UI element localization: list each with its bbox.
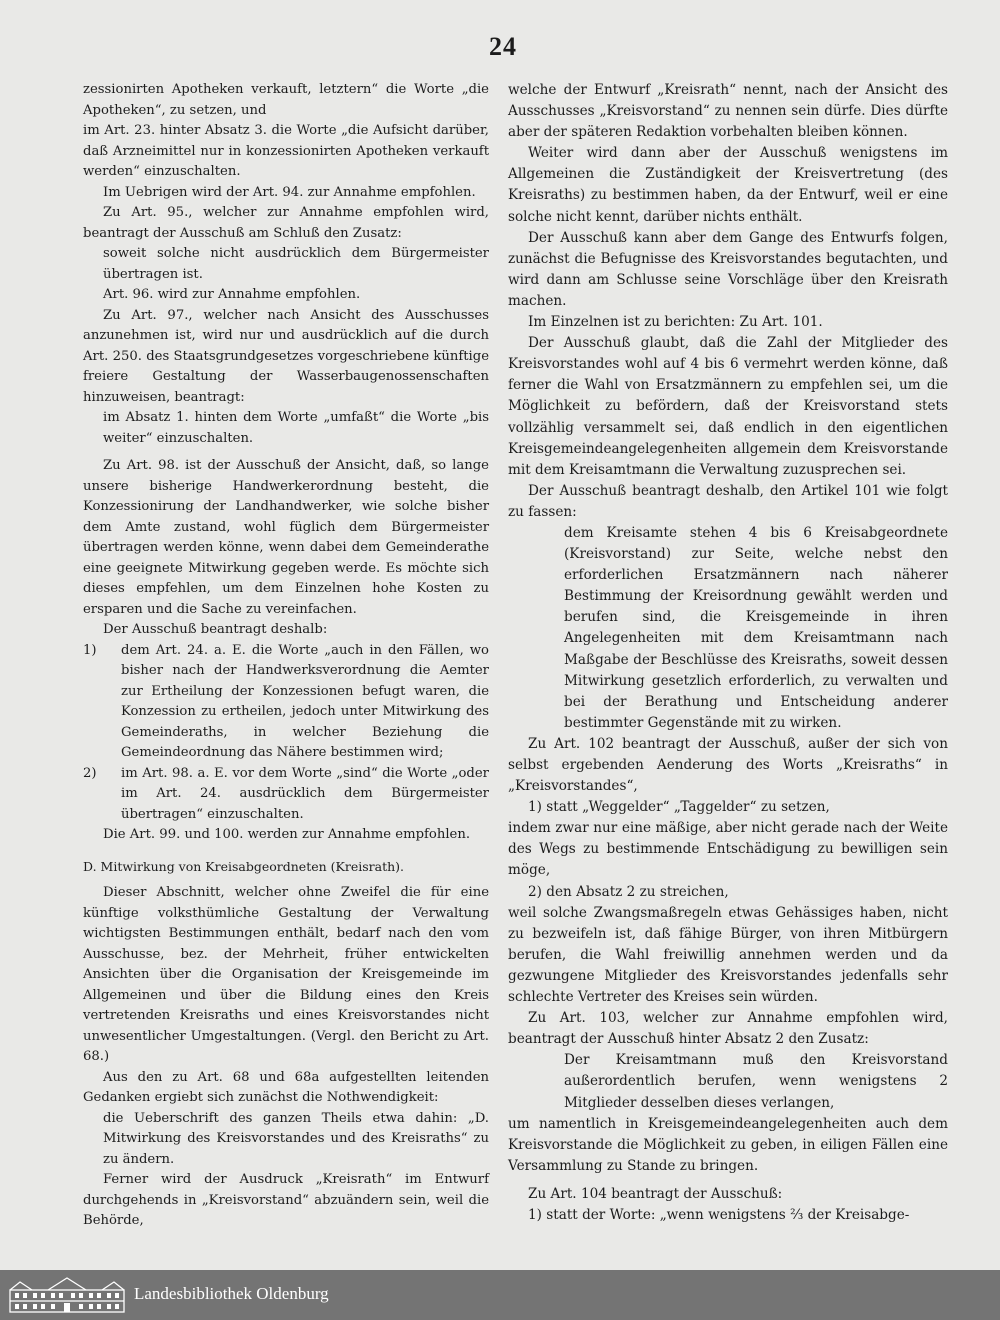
paragraph: Zu Art. 104 beantragt der Ausschuß: xyxy=(528,1185,783,1202)
paragraph: soweit solche nicht ausdrücklich dem Bürgermeister übertragen ist. xyxy=(103,246,489,282)
footer-bar xyxy=(0,1270,1000,1320)
paragraph: Der Kreisamtmann muß den Kreisvorstand außerordentlich berufen, wenn wenigstens 2 Mitglieder desselben dieses verlangen, xyxy=(564,1052,948,1111)
paragraph: Der Ausschuß beantragt deshalb, den Artikel 101 wie folgt zu fassen: xyxy=(508,482,948,520)
paragraph: dem Kreisamte stehen 4 bis 6 Kreisabgeordnete (Kreisvorstand) zur Seite, welche nebst den erforderlichen Ersatzmännern nach näherer Bestimmung der Kreisordnung gewählt werden und berufen sind, die Kreisgemeinde in ihren Angelegenheiten mit dem Kreisamtmann nach Maßgabe der Beschlüsse des Kreisraths, soweit dessen Mitwirkung gesetzlich erforderlich, zu verwalten und bei der Berathung und Entscheidung anderer bestimmter Gegenstände mit zu wirken. xyxy=(564,524,948,731)
right-column xyxy=(508,80,948,1226)
page-number: 24 xyxy=(489,32,517,61)
paragraph: Im Einzelnen ist zu berichten: Zu Art. 101. xyxy=(528,314,823,331)
paragraph: Der Ausschuß kann aber dem Gange des Entwurfs folgen, zunächst die Befugnisse des Kreisvorstandes begutachten, und wird dann am Schlusse seine Vorschläge über den Kreisrath machen. xyxy=(508,229,948,309)
paragraph: Ferner wird der Ausdruck „Kreisrath“ im Entwurf durchgehends in „Kreisvorstand“ abzuändern sein, weil die Behörde, xyxy=(83,1172,489,1228)
list-text: im Art. 98. a. E. vor dem Worte „sind“ die Worte „oder im Art. 24. ausdrücklich dem Bürgermeister übertragen“ einzuschalten. xyxy=(121,765,489,822)
paragraph: 2) den Absatz 2 zu streichen, xyxy=(528,883,729,900)
list-item xyxy=(83,764,489,826)
paragraph: Zu Art. 103, welcher zur Annahme empfohlen wird, beantragt der Ausschuß hinter Absatz 2 den Zusatz: xyxy=(508,1010,948,1048)
paragraph: Zu Art. 95., welcher zur Annahme empfohlen wird, beantragt der Ausschuß am Schluß den Zusatz: xyxy=(83,205,489,241)
paragraph: im Absatz 1. hinten dem Worte „umfaßt“ die Worte „bis weiter“ einzuschalten. xyxy=(103,410,489,446)
paragraph: Der Ausschuß beantragt deshalb: xyxy=(103,622,328,637)
paragraph: Zu Art. 97., welcher nach Ansicht des Ausschusses anzunehmen ist, wird nur und ausdrücklich auf die durch Art. 250. des Staatsgrundgesetzes vorgeschriebene künftige freiere Gestaltung der Wasserbaugenossenschaften hinzuweisen, beantragt: xyxy=(83,307,489,405)
list-number: 2) xyxy=(83,765,97,781)
list-number: 1) xyxy=(83,642,97,658)
paragraph: indem zwar nur eine mäßige, aber nicht gerade nach der Weite des Wegs zu bestimmende Entschädigung zu bewilligen sein möge, xyxy=(508,820,948,879)
list-item xyxy=(83,641,489,764)
paragraph: Art. 96. wird zur Annahme empfohlen. xyxy=(103,287,361,302)
paragraph: Zu Art. 98. ist der Ausschuß der Ansicht, daß, so lange unsere bisherige Handwerkerordnung besteht, die Konzessionirung der Landhandwerker, wie solche bisher dem Amte zustand, wohl füglich dem Bürgermeister übertragen werden könne, wenn dabei dem Gemeinderathe eine geeignete Mitwirkung gegeben werde. Es möchte sich dieses empfehlen, um dem Einzelnen hohe Kosten zu ersparen und die Sache zu vereinfachen. xyxy=(83,458,489,617)
paragraph: weil solche Zwangsmaßregeln etwas Gehässiges haben, nicht zu bezweifeln ist, daß fähige Bürger, von ihren Mitbürgern berufen, die Wahl freiwillig annehmen werden und da gezwungene Mitglieder des Kreisvorstandes jedenfalls sehr schlechte Vertreter des Kreises sein würden. xyxy=(508,904,948,1006)
paragraph: Aus den zu Art. 68 und 68a aufgestellten leitenden Gedanken ergiebt sich zunächst die Nothwendigkeit: xyxy=(83,1069,489,1105)
paragraph: Weiter wird dann aber der Ausschuß wenigstens im Allgemeinen die Zuständigkeit der Kreisvertretung (des Kreisraths) zu bestimmen haben, da der Entwurf, weil er eine solche nicht kennt, darüber nichts enthält. xyxy=(508,145,948,225)
library-building-icon xyxy=(8,1276,126,1314)
paragraph: welche der Entwurf „Kreisrath“ nennt, nach der Ansicht des Ausschusses „Kreisvorstand“ zu nennen sein dürfe. Dies dürfte aber der späteren Redaktion vorbehalten bleiben können. xyxy=(508,82,948,141)
paragraph: Dieser Abschnitt, welcher ohne Zweifel die für eine künftige volksthümliche Gestaltung der Verwaltung wichtigsten Bestimmungen enthält, bedarf nach den vom Ausschusse, bez. der Mehrheit, früher entwickelten Ansichten über die Organisation der Kreisgemeinde im Allgemeinen und über die Bildung eines den Kreis vertretenden Kreisraths und eines Kreisvorstandes nicht unwesentlicher Umgestaltungen. (Vergl. den Bericht zu Art. 68.) xyxy=(83,885,489,1064)
paragraph: im Art. 23. hinter Absatz 3. die Worte „die Aufsicht darüber, daß Arzneimittel nur in konzessionirten Apotheken verkauft werden“ einzuschalten. xyxy=(83,123,489,179)
paragraph: Die Art. 99. und 100. werden zur Annahme empfohlen. xyxy=(103,827,471,842)
section-heading: D. Mitwirkung von Kreisabgeordneten (Kreisrath). xyxy=(83,858,405,874)
paragraph: zessionirten Apotheken verkauft, letztern“ die Worte „die Apotheken“, zu setzen, und xyxy=(83,82,489,118)
paragraph: Der Ausschuß glaubt, daß die Zahl der Mitglieder des Kreisvorstandes wohl auf 4 bis 6 vermehrt werden könne, daß ferner die Wahl von Ersatzmännern zu empfehlen sei, um die Möglichkeit zu befördern, daß der Kreisvorstand stets vollzählig versammelt sei, daß endlich in den eigentlichen Kreisgemeindeangelegenheiten allgemein dem Kreisvorstande mit dem Kreisamtmann die Verwaltung zuzusprechen sei. xyxy=(508,335,948,478)
paragraph: Im Uebrigen wird der Art. 94. zur Annahme empfohlen. xyxy=(103,184,476,200)
footer-library-name: Landesbibliothek Oldenburg xyxy=(134,1284,329,1303)
paragraph: die Ueberschrift des ganzen Theils etwa dahin: „D. Mitwirkung des Kreisvorstandes und des Kreisraths“ zu zu ändern. xyxy=(103,1110,489,1167)
paragraph: 1) statt der Worte: „wenn wenigstens ⅔ der Kreisabge- xyxy=(528,1206,910,1223)
list-text: dem Art. 24. a. E. die Worte „auch in den Fällen, wo bisher nach der Handwerksverordnung die Aemter zur Ertheilung der Konzessionen befugt waren, die Konzession zu ertheilen, jedoch unter Mitwirkung des Gemeinderaths, in welcher Beziehung die Gemeindeordnung das Nähere bestimmen wird; xyxy=(121,642,489,760)
paragraph: 1) statt „Weggelder“ „Taggelder“ zu setzen, xyxy=(528,799,830,816)
paragraph: Zu Art. 102 beantragt der Ausschuß, außer der sich von selbst ergebenden Aenderung des Worts „Kreisraths“ in „Kreisvorstandes“, xyxy=(508,735,948,795)
paragraph: um namentlich in Kreisgemeindeangelegenheiten auch dem Kreisvorstande die Möglichkeit zu geben, in eiligen Fällen eine Versammlung zu Stande zu bringen. xyxy=(508,1115,948,1174)
left-column xyxy=(83,80,489,1232)
